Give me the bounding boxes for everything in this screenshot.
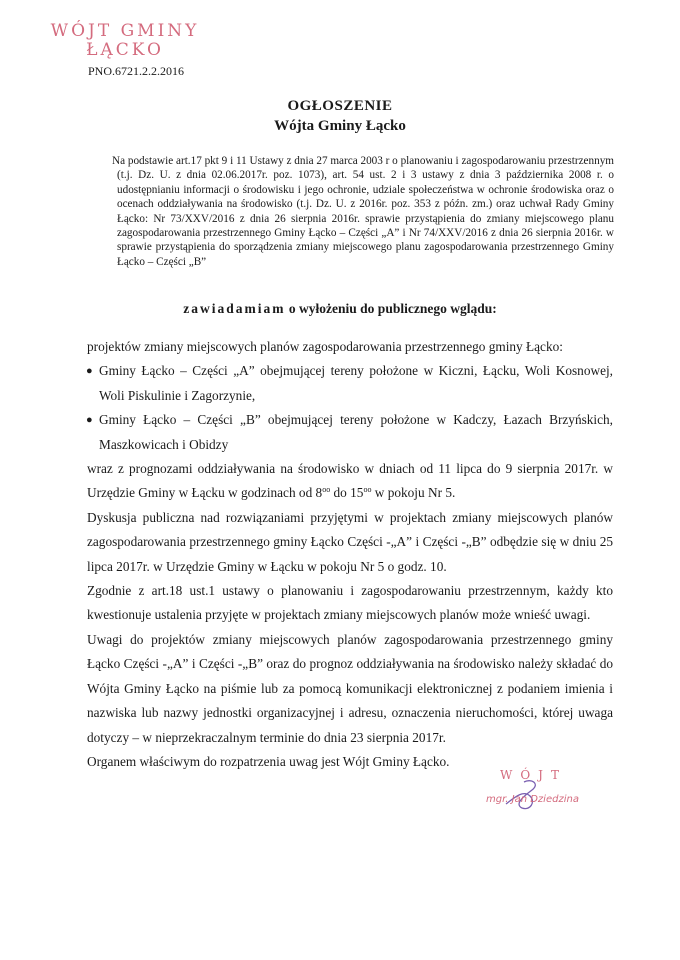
document-subtitle: Wójta Gminy Łącko bbox=[274, 118, 406, 134]
signature-block bbox=[480, 768, 610, 813]
announcement-rest: o wyłożeniu do publicznego wglądu: bbox=[288, 301, 497, 316]
exhibit-sup-2: oo bbox=[363, 485, 372, 495]
reference-number: PNO.6721.2.2.2016 bbox=[88, 64, 185, 78]
exhibit-paragraph bbox=[87, 457, 613, 506]
list-item bbox=[87, 359, 613, 408]
legal-basis-paragraph: Na podstawie art.17 pkt 9 i 11 Ustawy z dnia 27 marca 2003 r o planowaniu i zagospodarowaniu przestrzennym (t.j. Dz. U. z dnia 02.06.2017r. poz. 1073), art. 54 ust. 2 i 3 ustawy z dnia 3 października 2008 r. o udostępnianiu informacji o środowisku i jego ochronie, udziale społeczeństwa w ochronie środowiska oraz o ocenach oddziaływania na środowisko (t.j. Dz. U. z 2016r. poz. 353 z późn. zm.) oraz uchwał Rady Gminy Łącko: Nr 73/XXV/2016 z dnia 26 sierpnia 2016r. sprawie przystąpienia do zmiany miejscowego planu zagospodarowania przestrzennego Gminy Łącko – Części „A” i Nr 74/XXV/2016 z dnia 26 sierpnia 2016r. w sprawie przystąpienia do sporządzenia zmiany miejscowego planu zagospodarowania przestrzennego Gminy Łącko – Części „B” bbox=[112, 155, 614, 268]
list-item bbox=[87, 408, 613, 457]
stamp-line-1: WÓJT GMINY bbox=[50, 21, 200, 41]
stamp-line-2: ŁĄCKO bbox=[86, 40, 164, 60]
discussion-paragraph: Dyskusja publiczna nad rozwiązaniami przyjętymi w projektach zmiany miejscowych planów zagospodarowania przestrzennego gminy Łącko Części -„A” i Części -„B” odbędzie się w dniu 25 lipca 2017r. w Urzędzie Gminy w Łącku w pokoju Nr 5 o godz. 10. bbox=[87, 509, 613, 574]
bullet-icon: ● bbox=[86, 414, 93, 427]
rights-paragraph: Zgodnie z art.18 ust.1 ustawy o planowaniu i zagospodarowaniu przestrzennym, każdy kto kwestionuje ustalenia przyjęte w projektach zmiany miejscowych planów może wnieść uwagi. bbox=[87, 583, 613, 623]
project-list bbox=[87, 359, 613, 457]
signature-name: mgr. Jan Dziedzina bbox=[486, 794, 579, 805]
office-stamp bbox=[50, 22, 200, 60]
exhibit-text-1: wraz z prognozami oddziaływania na środowisko w dniach od 11 lipca do 9 sierpnia 2017r. w Urzędzie Gminy w Łącku w godzinach od 8 bbox=[87, 461, 613, 501]
projects-intro: projektów zmiany miejscowych planów zagospodarowania przestrzennego gminy Łącko: bbox=[87, 339, 563, 354]
comments-paragraph: Uwagi do projektów zmiany miejscowych planów zagospodarowania przestrzennego gminy Łącko Części -„A” i Części -„B” oraz do prognoz oddziaływania na środowisko należy składać do Wójta Gminy Łącko na piśmie lub za pomocą komunikacji elektronicznej z podaniem imienia i nazwiska lub nazwy jednostki organizacyjnej i adresu, oznaczenia nieruchomości, której uwaga dotyczy – w nieprzekraczalnym terminie do dnia 23 sierpnia 2017r. bbox=[87, 631, 613, 745]
list-item-text: Gminy Łącko – Części „A” obejmującej tereny położone w Kiczni, Łącku, Woli Kosnowej, Woli Piskulinie i Zagorzynie, bbox=[99, 363, 613, 403]
signature-title: WÓJT bbox=[500, 768, 567, 782]
announcement-verb: zawiadamiam bbox=[183, 301, 286, 316]
exhibit-text-2: do 15 bbox=[330, 485, 364, 501]
authority-paragraph: Organem właściwym do rozpatrzenia uwag jest Wójt Gminy Łącko. bbox=[87, 753, 450, 769]
exhibit-text-3: w pokoju Nr 5. bbox=[371, 485, 456, 501]
announcement-line bbox=[0, 301, 680, 317]
document-body bbox=[87, 335, 613, 774]
exhibit-sup-1: oo bbox=[322, 485, 331, 495]
list-item-text: Gminy Łącko – Części „B” obejmującej tereny położone w Kadczy, Łazach Brzyńskich, Maszkowicach i Obidzy bbox=[99, 412, 613, 452]
bullet-icon: ● bbox=[86, 365, 93, 378]
document-title: OGŁOSZENIE bbox=[287, 98, 393, 114]
